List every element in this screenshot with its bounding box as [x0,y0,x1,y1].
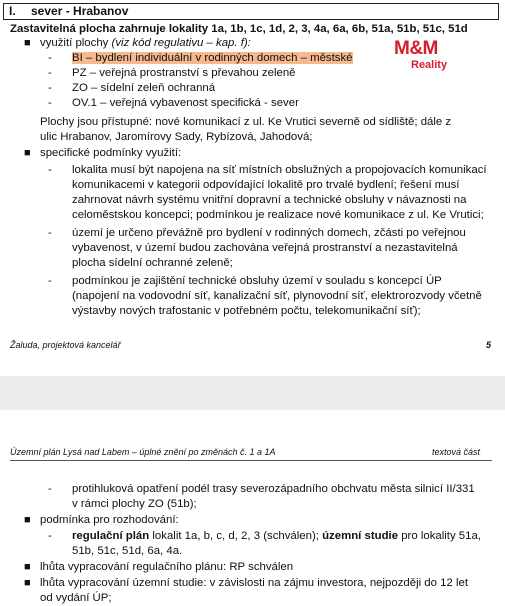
use-heading: využití plochy (viz kód regulativu – kap. f): [40,37,251,49]
dash-icon: - [48,164,52,176]
dash-icon: - [48,530,52,542]
intro-text: Zastavitelná plocha zahrnuje lokality 1a, 1b, 1c, 1d, 2, 3, 4a, 6a, 6b, 51a, 51b, 51c, 51d [10,23,468,35]
dash-icon: - [48,52,52,64]
condition-3-line-3: výstavby nových trafostanic v potřebném počtu, telekomunikační síť); [72,305,421,317]
use-item-ov: OV.1 – veřejná vybavenost specifická - sever [72,97,299,109]
header-rule [10,460,492,461]
condition-1-line-2: komunikacemi v kategorii odpovídající lokalitě pro trvalé bydlení; řešení musí [72,179,460,191]
bullet-icon: ■ [24,577,31,589]
footer-office: Žaluda, projektová kancelář [10,340,121,350]
condition-1-line-4: celoměstskou koncepci; podmínkou je realizace nové komunikace z ul. Ke Vrutici; [72,209,484,221]
running-header-title: Územní plán Lysá nad Labem – úplné znění po změnách č. 1 a 1A [10,447,276,457]
page-gap [0,376,505,410]
decision-heading: podmínka pro rozhodování: [40,514,179,526]
section-heading [3,3,499,20]
condition-3-line-1: podmínkou je zajištění technické obsluhy území v souladu s koncepcí ÚP [72,275,442,287]
dash-icon: - [48,483,52,495]
use-item-bi: BI – bydlení individuální v rodinných domech – městské [72,52,353,64]
condition-1-line-1: lokalita musí být napojena na síť místních obslužných a propojovacích komunikací [72,164,487,176]
deadline-study-line-2: od vydání ÚP; [40,592,112,604]
dash-icon: - [48,275,52,287]
bullet-icon: ■ [24,37,31,49]
condition-2-line-2: vybavenost, v území budou zachována veřejná prostranství a nezastavitelná [72,242,458,254]
document-page-6 [0,410,505,606]
use-item-pz: PZ – veřejná prostranství s převahou zeleně [72,67,296,79]
access-line-2: ulic Hrabanov, Jaromírovy Sady, Rybízová, Jahodová; [40,131,313,143]
dash-icon: - [48,82,52,94]
section-title: sever - Hrabanov [31,4,129,18]
conditions-heading: specifické podmínky využití: [40,147,182,159]
bullet-icon: ■ [24,561,31,573]
decision-line-1: regulační plán lokalit 1a, b, c, d, 2, 3 (schválen); územní studie pro lokality 51a, [72,530,481,542]
condition-1-line-3: zahrnovat návrh systému vnitřní dopravní a technické obsluhy v návaznosti na [72,194,467,206]
condition-2-line-1: území je určeno převážně pro bydlení v rodinných domech, zčásti po veřejnou [72,227,466,239]
deadline-study-line-1: lhůta vypracování územní studie: v závislosti na zájmu investora, nejpozději do 12 let [40,577,469,589]
condition-2-line-3: plocha sídelní ochranné zeleně; [72,257,233,269]
use-item-zo: ZO – sídelní zeleň ochranná [72,82,216,94]
noise-item-line-1: protihluková opatření podél trasy severozápadního obchvatu města silnicí II/331 [72,483,475,495]
section-number: I. [9,4,16,18]
logo-brand: M&M [394,38,438,59]
dash-icon: - [48,67,52,79]
noise-item-line-2: v rámci plochy ZO (51b); [72,498,197,510]
condition-3-line-2: (napojení na vodovodní síť, kanalizační síť, plynovodní síť, elektrorozvody včetně [72,290,482,302]
logo-sub: Reality [411,59,448,71]
page-number: 5 [486,340,492,350]
deadline-regplan: lhůta vypracování regulačního plánu: RP schválen [40,561,294,573]
use-note: (viz kód regulativu – kap. f): [111,37,251,49]
access-line-1: Plochy jsou přístupné: nové komunikací z ul. Ke Vrutici severně od sídliště; dále z [40,116,452,128]
bullet-icon: ■ [24,147,31,159]
mm-reality-logo [394,40,456,74]
bullet-icon: ■ [24,514,31,526]
dash-icon: - [48,97,52,109]
dash-icon: - [48,227,52,239]
decision-line-2: 51b, 51c, 51d, 6a, 4a. [72,545,183,557]
running-header-section: textová část [432,447,481,457]
